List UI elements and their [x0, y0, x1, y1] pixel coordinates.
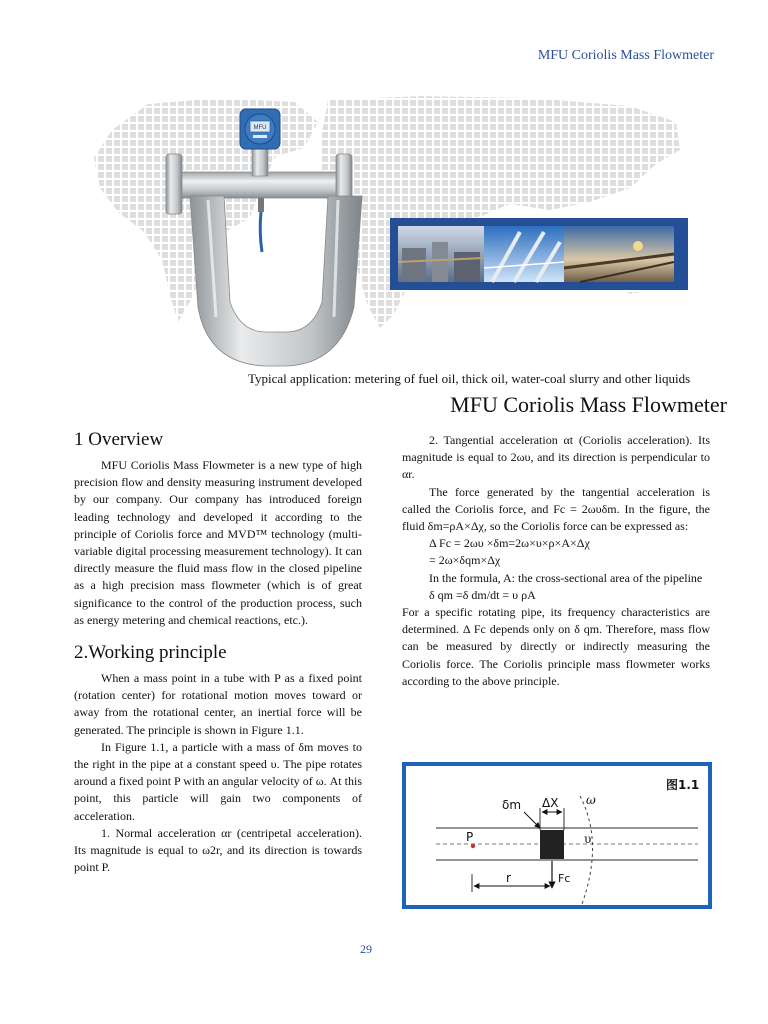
page-number: 29 [360, 942, 372, 956]
figure-label: 图1.1 [666, 778, 700, 792]
principle-paragraph-5: The force generated by the tangential acceleration is called the Coriolis force, and Fc = 2ωυδm. In the figure, the fluid δm=ρA×Δχ, so the Coriolis force can be expressed as: [402, 484, 710, 534]
document-title: MFU Coriolis Mass Flowmeter [450, 392, 727, 417]
delta-m-label: δm [502, 798, 522, 812]
velocity-label: υ [584, 832, 592, 846]
principle-paragraph-3: 1. Normal acceleration αr (centripetal acceleration). Its magnitude is equal to ω2r, and its direction is towards point P. [74, 825, 362, 875]
hero-illustration [90, 92, 690, 367]
equation-2: = 2ω×δqm×Δχ [429, 553, 501, 568]
app-photo-1 [398, 226, 484, 282]
point-p-label: P [466, 830, 474, 844]
hero-caption: Typical application: metering of fuel oil, thick oil, water-coal slurry and other liquids [248, 371, 691, 386]
right-column [402, 432, 710, 690]
overview-paragraph: MFU Coriolis Mass Flowmeter is a new type of high precision flow and density measuring instrument developed by our company. Our company has introduced foreign leading technology and developed it according to the principle of Coriolis force and MVD™ technology (multi-variable digital processing measurement technology). It can directly measure the fluid mass flow in the closed pipeline as a high precision mass flowmeter (which is of great significance to the control of the production process, such as energy metering and chemical reactions, etc.). [74, 458, 362, 627]
running-header: MFU Coriolis Mass Flowmeter [537, 48, 714, 63]
principle-paragraph-2: In Figure 1.1, a particle with a mass of δm moves to the right in the pipe at a constant speed υ. The pipe rotates around a fixed point P with an angular velocity of ω. At this point, this particle will gain two components of acceleration. [74, 739, 362, 823]
principle-paragraph-4: 2. Tangential acceleration αt (Coriolis acceleration). Its magnitude is equal to 2ωυ, and its direction is perpendicular to αr. [402, 433, 710, 482]
force-label: Fc [558, 872, 571, 885]
delta-x-label: ΔX [542, 796, 559, 810]
app-photo-3 [564, 226, 674, 282]
radius-label: r [506, 871, 511, 885]
principle-paragraph-1: When a mass point in a tube with P as a fixed point (rotation center) for rotational motion moves toward or away from the rotational center, an inertial force will be generated. The principle is shown in Figure 1.1. [74, 671, 362, 737]
principle-paragraph-6: In the formula, A: the cross-sectional area of the pipeline [429, 570, 703, 585]
equation-3: δ qm =δ dm/dt = υ ρA [429, 587, 536, 602]
equation-1: Δ Fc = 2ωυ ×δm=2ω×υ×ρ×A×Δχ [429, 536, 590, 551]
section-heading-working-principle: 2.Working principle [74, 642, 227, 664]
section-heading-overview: 1 Overview [74, 429, 164, 450]
left-column [74, 428, 362, 876]
mass-element [540, 830, 564, 859]
device-display-label: MFU [253, 125, 267, 131]
pivot-point-p [471, 844, 475, 848]
application-photos [390, 218, 688, 290]
principle-paragraph-7: For a specific rotating pipe, its frequency characteristics are determined. Δ Fc depends only on δ qm. Therefore, mass flow can be measured by directly or indirectly measuring the Coriolis force. The Coriolis principle mass flowmeter works according to the above principle. [402, 605, 710, 688]
omega-label: ω [586, 793, 596, 807]
figure-1-1 [402, 762, 712, 909]
app-photo-2 [484, 226, 564, 282]
